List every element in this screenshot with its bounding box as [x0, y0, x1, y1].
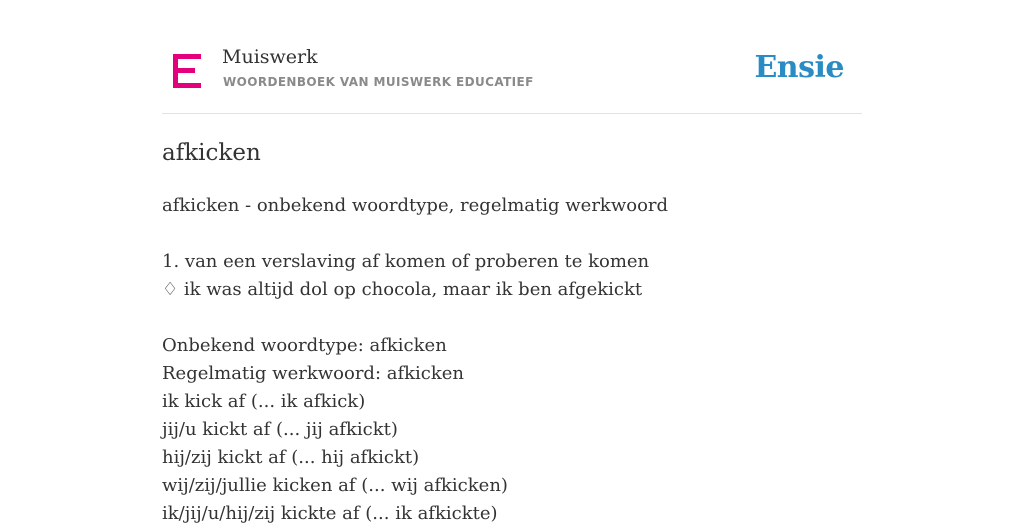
- conjugation-line: jij/u kickt af (... jij afkickt): [162, 419, 398, 440]
- conjugation-line: ik kick af (... ik afkick): [162, 391, 366, 412]
- entry-example: ♢ ik was altijd dol op chocola, maar ik ben afgekickt: [162, 279, 643, 300]
- grammar-line: Regelmatig werkwoord: afkicken: [162, 363, 465, 384]
- site-name[interactable]: Muiswerk: [222, 46, 318, 68]
- conjugation-line: ik/jij/u/hij/zij kickte af (... ik afkickte): [162, 503, 498, 524]
- conjugation-line: wij/zij/jullie kicken af (... wij afkicken): [162, 475, 508, 496]
- ensie-logo[interactable]: Ensie: [754, 50, 844, 85]
- entry-summary: afkicken - onbekend woordtype, regelmatig werkwoord: [162, 195, 669, 216]
- entry-content: [162, 138, 862, 528]
- logo-bar-middle: [173, 68, 195, 73]
- conjugation-line: hij/zij kickt af (... hij afkickt): [162, 447, 420, 468]
- logo-bar-top: [173, 54, 201, 59]
- site-header: [162, 40, 862, 114]
- grammar-line: Onbekend woordtype: afkicken: [162, 335, 447, 356]
- logo-bar-bottom: [173, 83, 201, 88]
- entry-title: afkicken: [162, 140, 261, 166]
- muiswerk-logo-icon[interactable]: [173, 54, 201, 88]
- entry-definition: 1. van een verslaving af komen of proberen te komen: [162, 251, 650, 272]
- site-subtitle: WOORDENBOEK VAN MUISWERK EDUCATIEF: [223, 75, 534, 89]
- spacer: [162, 304, 862, 332]
- spacer: [162, 220, 862, 248]
